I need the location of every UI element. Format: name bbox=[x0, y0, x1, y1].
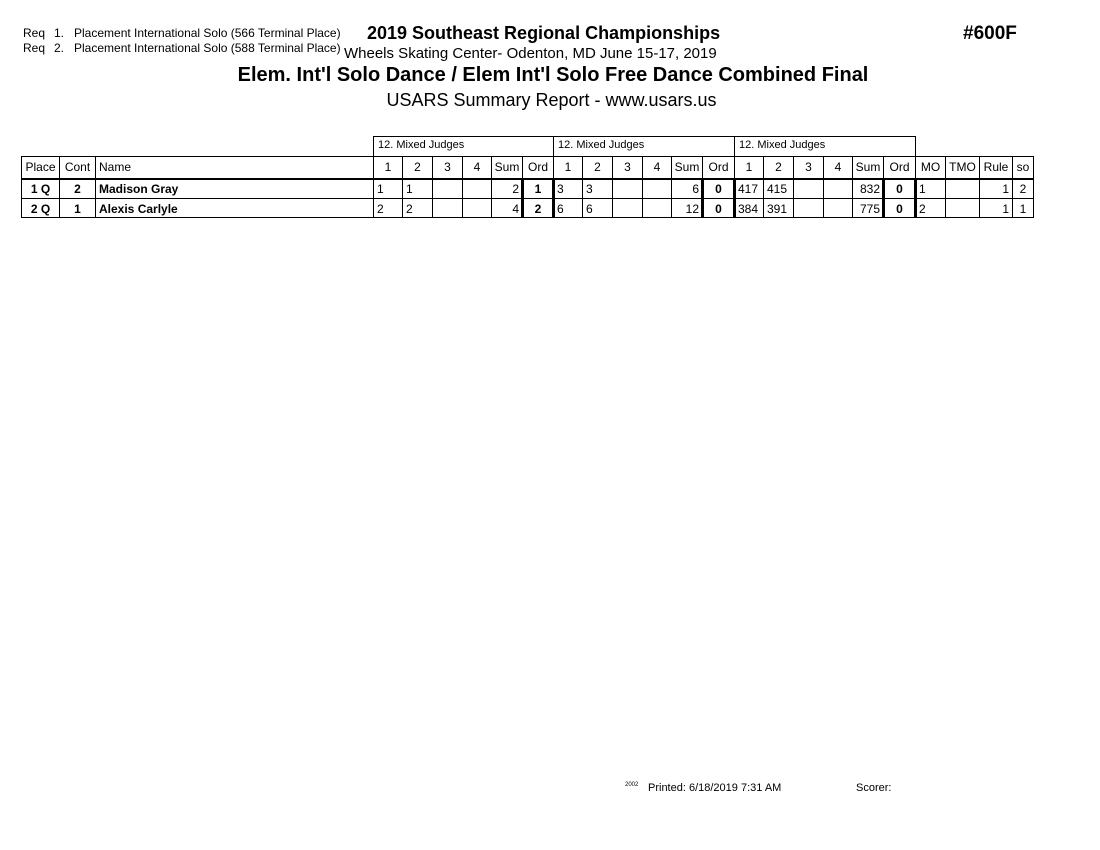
event-number: #600F bbox=[963, 23, 1017, 44]
table-row-2-g3-j1: 384 bbox=[738, 202, 759, 216]
table-row-2-g2-j3 bbox=[613, 200, 642, 217]
table-row-2-cont: 1 bbox=[74, 202, 81, 216]
col-g3-j1: 1 bbox=[745, 160, 753, 174]
table-row-2-g2-j2: 6 bbox=[586, 202, 593, 216]
table-row-2-g2-j1: 6 bbox=[557, 202, 564, 216]
table-row-1-g2-sum: 6 bbox=[692, 182, 699, 196]
table-row-1-name: Madison Gray bbox=[99, 182, 179, 196]
col-g3-j2: 2 bbox=[775, 160, 782, 174]
table-row-2-g2-j4 bbox=[643, 200, 671, 217]
table-row-2-mo: 2 bbox=[919, 202, 926, 216]
table-row-2-g3-ord: 0 bbox=[896, 202, 903, 216]
table-row-2-place: 2 Q bbox=[30, 202, 51, 216]
col-g2-j4: 4 bbox=[653, 160, 661, 174]
col-tmo: TMO bbox=[949, 160, 976, 174]
report-name: USARS Summary Report - www.usars.us bbox=[386, 90, 717, 110]
table-row-1-g1-j1: 1 bbox=[377, 182, 384, 196]
printed-timestamp: Printed: 6/18/2019 7:31 AM bbox=[648, 782, 782, 794]
table-row-2-g3-j2: 391 bbox=[767, 202, 788, 216]
table-row-1-so: 2 bbox=[1019, 182, 1027, 196]
table-row-1-g3-j1: 417 bbox=[738, 182, 759, 196]
table-row-2-so: 1 bbox=[1019, 202, 1027, 216]
req-number: 1. bbox=[54, 26, 65, 40]
table-row-1-g1-j4 bbox=[463, 180, 491, 198]
table-row-1-g2-j1: 3 bbox=[557, 182, 564, 196]
req-label: Req bbox=[23, 41, 46, 55]
table-row-1-g1-j3 bbox=[433, 180, 462, 198]
table-row-1-g3-ord: 0 bbox=[896, 182, 903, 196]
col-g1-j2: 2 bbox=[414, 160, 421, 174]
scorer-label: Scorer: bbox=[856, 782, 892, 794]
judge-group-1-header: 12. Mixed Judges bbox=[373, 136, 554, 156]
col-rule: Rule bbox=[983, 160, 1009, 174]
table-row-2-rule: 1 bbox=[1002, 202, 1009, 216]
col-g3-ord: Ord bbox=[889, 160, 910, 174]
col-name: Name bbox=[99, 160, 132, 174]
table-row-1-g3-j2: 415 bbox=[767, 182, 788, 196]
table-row-2-g3-sum: 775 bbox=[859, 202, 880, 216]
col-g3-sum: Sum bbox=[855, 160, 881, 174]
table-row-2-g2-sum: 12 bbox=[685, 202, 699, 216]
table-row-1-mo: 1 bbox=[919, 182, 926, 196]
judge-group-2-header: 12. Mixed Judges bbox=[553, 136, 735, 156]
competition-title: 2019 Southeast Regional Championships bbox=[367, 23, 721, 43]
col-g1-j3: 3 bbox=[444, 160, 451, 174]
col-so: so bbox=[1016, 160, 1030, 174]
table-row-2-g2-ord: 0 bbox=[715, 202, 722, 216]
table-column-rule bbox=[1033, 156, 1034, 218]
table-row-1-g2-ord: 0 bbox=[715, 182, 722, 196]
table-row-1-place: 1 Q bbox=[30, 182, 51, 196]
table-row-1-g2-j2: 3 bbox=[586, 182, 593, 196]
req-text: Placement International Solo (588 Terminal Place) bbox=[74, 41, 341, 55]
table-row-2-g3-j4 bbox=[824, 200, 852, 217]
col-cont: Cont bbox=[64, 160, 91, 174]
col-g2-j3: 3 bbox=[624, 160, 631, 174]
table-row-1-g3-j3 bbox=[794, 180, 823, 198]
table-row-2-g1-j3 bbox=[433, 200, 462, 217]
requirement-1 bbox=[23, 26, 341, 40]
col-g1-j4: 4 bbox=[473, 160, 481, 174]
col-g1-j1: 1 bbox=[384, 160, 392, 174]
col-g3-j4: 4 bbox=[834, 160, 842, 174]
table-row-2-g3-j3 bbox=[794, 200, 823, 217]
col-g2-ord: Ord bbox=[708, 160, 729, 174]
table-rule bbox=[21, 156, 1033, 157]
table-row-1-cont: 2 bbox=[74, 182, 81, 196]
req-label: Req bbox=[23, 26, 46, 40]
table-row-1-g3-j4 bbox=[824, 180, 852, 198]
req-text: Placement International Solo (566 Terminal Place) bbox=[74, 26, 341, 40]
event-name: Elem. Int'l Solo Dance / Elem Int'l Solo Free Dance Combined Final bbox=[237, 64, 869, 86]
table-row-1-tmo bbox=[946, 180, 979, 198]
table-row-2-g1-ord: 2 bbox=[534, 202, 542, 216]
req-number: 2. bbox=[54, 41, 65, 55]
table-row-2-g1-j4 bbox=[463, 200, 491, 217]
table-row-2-tmo bbox=[946, 200, 979, 217]
col-g1-sum: Sum bbox=[494, 160, 520, 174]
table-row-2-g1-sum: 4 bbox=[512, 202, 519, 216]
venue-dates: Wheels Skating Center- Odenton, MD June 15-17, 2019 bbox=[344, 45, 717, 62]
col-g2-j2: 2 bbox=[594, 160, 601, 174]
judge-group-3-header: 12. Mixed Judges bbox=[734, 136, 916, 156]
requirement-2 bbox=[23, 41, 341, 55]
col-mo: MO bbox=[920, 160, 941, 174]
table-rule bbox=[21, 217, 1033, 218]
table-row-1-g1-j2: 1 bbox=[406, 182, 413, 196]
table-row-1-rule: 1 bbox=[1002, 182, 1009, 196]
col-place: Place bbox=[25, 160, 56, 174]
table-row-1-g2-j3 bbox=[613, 180, 642, 198]
table-row-1-g3-sum: 832 bbox=[859, 182, 880, 196]
table-row-2-name: Alexis Carlyle bbox=[99, 202, 178, 216]
col-g2-j1: 1 bbox=[564, 160, 572, 174]
table-row-1-g2-j4 bbox=[643, 180, 671, 198]
col-g2-sum: Sum bbox=[674, 160, 700, 174]
col-g1-ord: Ord bbox=[527, 160, 548, 174]
table-row-1-g1-ord: 1 bbox=[534, 182, 542, 196]
table-row-2-g1-j1: 2 bbox=[377, 202, 384, 216]
table-row-2-g1-j2: 2 bbox=[406, 202, 413, 216]
table-row-1-g1-sum: 2 bbox=[512, 182, 519, 196]
col-g3-j3: 3 bbox=[805, 160, 812, 174]
report-code: 2002 bbox=[625, 782, 639, 788]
